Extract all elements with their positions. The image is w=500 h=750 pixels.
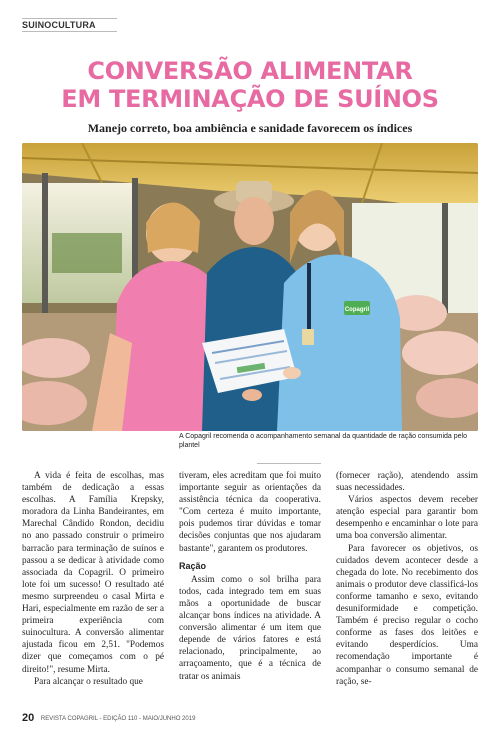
paragraph: (fornecer ração), atendendo assim suas necessidades.: [336, 471, 478, 494]
paragraph: Para favorecer os objetivos, os cuidados devem acontecer desde a chegada do lote. No recebimento dos animais o produtor deve classificá-los conforme tamanho e sexo, evitando desuniformidade e competição. Também é preciso regular o cocho conforme as fases dos leitões e evitando desperdícios. Uma recomendação importante é acompanhar o consumo semanal de ração, se-: [336, 543, 478, 687]
article-photo: [22, 143, 478, 431]
column-divider-rule: [257, 463, 321, 464]
headline-line-2: EM TERMINAÇÃO DE SUÍNOS: [61, 85, 439, 113]
paragraph: A vida é feita de escolhas, mas também de dedicação a essas escolhas. A Família Krepsky, moradora da Linha Bandeirantes, em Marechal Cândido Rondon, decidiu no ano passado construir o primeiro barracão para terminação de suínos e passou a se dedicar à atividade como associada da Copagril. O primeiro lote foi um sucesso! O resultado até mesmo surpreendeu o casal Mirta e Hari, especialmente em razão de ser a primeira experiência com suinocultura. A conversão alimentar ajustada ficou em 2,51. "Podemos dizer que começamos com o pé direito!", resume Mirta.: [22, 471, 164, 675]
paragraph: Para alcançar o resultado que: [34, 676, 143, 687]
photo-caption: A Copagril recomenda o acompanhamento semanal da quantidade de ração consumida pelo plantel: [179, 433, 467, 449]
section-rule-top: [22, 18, 117, 19]
shirt-logo-text: Copagril: [344, 307, 370, 313]
headline-line-1: CONVERSÃO ALIMENTAR: [87, 57, 413, 85]
paragraph: Assim como o sol brilha para todos, cada integrado tem em suas mãos a oportunidade de buscar alcançar bons índices na atividade. A conversão alimentar é um item que depende de vários fatores e está relacionado, principalmente, ao arraçoamento, que é a técnica de tratar os animais: [179, 574, 321, 682]
pig-barn-scene: [22, 143, 478, 431]
column-2: [179, 470, 321, 700]
column-3: [336, 470, 478, 700]
section-rule-bottom: [22, 31, 117, 32]
article-body: [22, 470, 478, 700]
article-headline: [0, 57, 500, 113]
page-footer: [22, 712, 195, 724]
section-label: SUINOCULTURA: [22, 20, 96, 30]
page-number: 20: [22, 712, 35, 724]
column-1: [22, 470, 164, 700]
section-heading-racao: Ração: [179, 560, 207, 571]
article-subheadline: Manejo correto, boa ambiência e sanidade favorecem os índices: [87, 121, 413, 135]
footer-publication: REVISTA COPAGRIL - EDIÇÃO 110 - MAIO/JUNHO 2019: [40, 716, 196, 722]
paragraph: tiveram, eles acreditam que foi muito importante seguir as orientações da assistência técnica da cooperativa. "Com certeza é muito importante, pois pudemos tirar dúvidas e tomar decisões conjuntas que nos ajudaram bastante", garantem os produtores.: [179, 471, 321, 554]
paragraph: Vários aspectos devem receber atenção especial para garantir bom desempenho e encaminhar o lote para uma boa conversão alimentar.: [336, 495, 478, 542]
